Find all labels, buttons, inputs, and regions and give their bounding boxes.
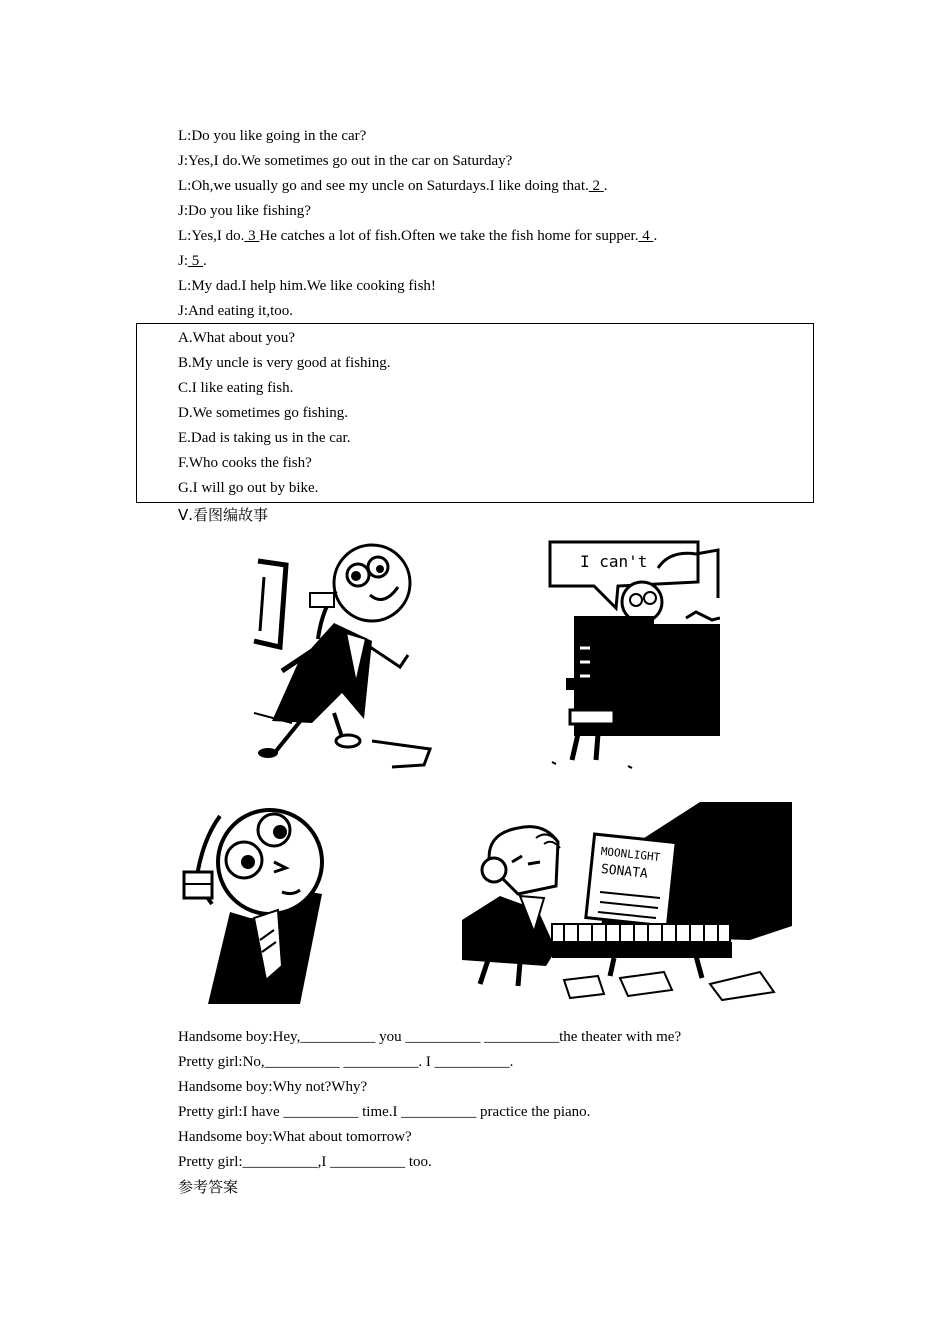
picture-girl-at-piano (546, 538, 720, 770)
dialogue-line (178, 226, 657, 246)
dialogue-text: L:Oh,we usually go and see my uncle on Saturdays.I like doing that. (178, 178, 589, 194)
story-line: Pretty girl:__________,I __________ too. (178, 1154, 432, 1170)
dialogue-text: L:My dad.I help him.We like cooking fish! (178, 278, 436, 294)
dialogue-line (178, 276, 436, 296)
dialogue-text: L:Do you like going in the car? (178, 128, 367, 144)
picture-boy-worried (182, 800, 332, 1004)
dialogue-text: J:Do you like fishing? (178, 203, 311, 219)
dialogue-text: J:And eating it,too. (178, 303, 293, 319)
dialogue-text: . (603, 178, 608, 194)
story-line: Pretty girl:No,__________ __________. I __________. (178, 1054, 514, 1070)
picture-boy-walking (252, 543, 432, 769)
dialogue-line (178, 176, 608, 196)
dialogue-text: He catches a lot of fish.Often we take the fish home for supper. (259, 228, 639, 244)
option-item: E.Dad is taking us in the car. (178, 430, 351, 446)
picture-boy-playing-piano (460, 800, 792, 1006)
dialogue-text: L:Yes,I do. (178, 228, 245, 244)
option-item: F.Who cooks the fish? (178, 455, 312, 471)
dialogue-text: . (653, 228, 658, 244)
story-line: Pretty girl:I have __________ time.I __________ practice the piano. (178, 1104, 591, 1120)
sheet-title-1: MOONLIGHT (600, 844, 661, 864)
option-item: D.We sometimes go fishing. (178, 405, 349, 421)
dialogue-line (178, 126, 366, 146)
option-item: B.My uncle is very good at fishing. (178, 355, 391, 371)
dialogue-text: J: (178, 253, 189, 269)
dialogue-text: . (203, 253, 207, 269)
option-item: C.I like eating fish. (178, 380, 294, 396)
answer-blank: 4 (638, 228, 654, 244)
story-line: Handsome boy:What about tomorrow? (178, 1129, 412, 1145)
option-item: A.What about you? (178, 330, 296, 346)
option-item: G.I will go out by bike. (178, 480, 319, 496)
dialogue-line (178, 201, 311, 221)
dialogue-text: J:Yes,I do.We sometimes go out in the car on Saturday? (178, 153, 513, 169)
story-line: Handsome boy:Hey,__________ you __________ __________the theater with me? (178, 1029, 682, 1045)
dialogue-line (178, 151, 512, 171)
answer-blank: 2 (588, 178, 604, 194)
dialogue-line (178, 301, 293, 321)
answer-blank: 3 (244, 228, 260, 244)
sheet-title-2: SONATA (600, 861, 649, 882)
answer-heading: 参考答案 (178, 1178, 239, 1196)
speech-bubble-text: I can't (580, 552, 648, 571)
story-line: Handsome boy:Why not?Why? (178, 1079, 368, 1095)
section-title: Ⅴ.看图编故事 (178, 506, 269, 524)
answer-blank: 5 (188, 253, 204, 269)
dialogue-line (178, 251, 207, 271)
